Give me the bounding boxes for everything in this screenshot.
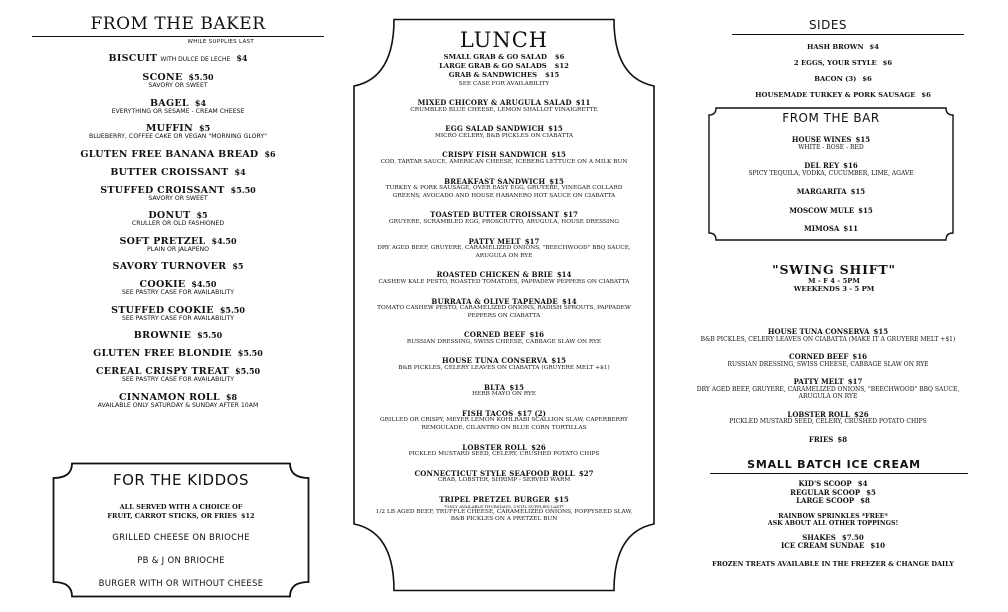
kiddos-item: PB & J ON BRIOCHE xyxy=(137,556,225,566)
item-desc: SEE PASTRY CASE FOR AVAILABILITY xyxy=(121,314,235,322)
swing-items xyxy=(680,318,976,443)
ice-divider xyxy=(710,473,968,474)
item-desc: B&B PICKLES, CELERY LEAVES ON CIABATTA (MAKE IT A GRUYERE MELT +$1) xyxy=(700,335,956,343)
lunch-item xyxy=(352,381,656,399)
item-name: LARGE SCOOP xyxy=(796,496,855,505)
item-price: $11 xyxy=(575,98,591,107)
baker-item xyxy=(32,165,324,177)
lunch-list xyxy=(352,96,656,524)
item-desc: 1/2 LB AGED BEEF, TRUFFLE CHEESE, CARAMELIZED ONIONS, POPPYSEED SLAW, B&B PICKLES ON A PRETZEL BUN xyxy=(375,508,633,523)
item-name: CONNECTICUT STYLE SEAFOOD ROLL xyxy=(414,468,575,478)
item-price: $16 xyxy=(529,330,545,340)
item-note: *ONLY AVAILABLE THURSDAYS, UNTIL SUPPLIES LAST* xyxy=(444,503,564,509)
item-price: $4 xyxy=(236,53,248,63)
swing-item xyxy=(680,433,976,444)
item-desc: PICKLED MUSTARD SEED, CELERY, CRUSHED POTATO CHIPS xyxy=(729,418,927,425)
bar-item xyxy=(708,204,954,215)
kiddos-section xyxy=(52,462,310,598)
item-price: $16 xyxy=(852,352,867,361)
grab-note: SEE CASE FOR AVAILABILITY xyxy=(458,81,550,87)
lunch-item xyxy=(352,354,656,372)
item-name: REGULAR SCOOP xyxy=(790,487,861,497)
item-name: FRIES xyxy=(808,434,834,444)
item-desc: WHITE - ROSE - RED xyxy=(798,143,864,151)
item-desc: CRUMBLED BLUE CHEESE, LEMON SHALLOT VINAIGRETTE xyxy=(410,106,598,113)
swing-item xyxy=(680,350,976,368)
item-price: $26 xyxy=(531,442,546,452)
lunch-item xyxy=(352,148,656,166)
item-desc: GRILLED OR CRISPY, MEYER LEMON KOHLRABI SCALLION SLAW, CAPERBERRY REMOULADE, CILANTRO ON BLUE CORN TORTILLAS xyxy=(380,417,628,432)
ice-list-2 xyxy=(680,534,976,551)
item-desc: SEE PASTRY CASE FOR AVAILABILITY xyxy=(121,289,235,296)
item-name: CINNAMON ROLL xyxy=(118,391,220,403)
lunch-item xyxy=(352,208,656,226)
baker-item xyxy=(32,303,324,323)
sides-list xyxy=(680,43,976,99)
item-price: $15 xyxy=(858,205,873,215)
item-name: BUTTER CROISSANT xyxy=(110,166,229,178)
ice-list xyxy=(680,480,976,506)
item-name: CORNED BEEF xyxy=(789,352,849,361)
kiddos-price: $12 xyxy=(241,511,255,520)
baker-item xyxy=(32,183,324,203)
swing-hours-weekday: M - F 4 - 5PM xyxy=(808,277,860,285)
kiddos-intro-line2: FRUIT, CARROT STICKS, OR FRIES xyxy=(107,511,237,520)
item-name: BISCUIT xyxy=(108,53,158,64)
lunch-item xyxy=(352,467,656,485)
swing-shift-header xyxy=(680,262,976,293)
item-desc: COD, TARTAR SAUCE, AMERICAN CHEESE, ICEBERG LETTUCE ON A MILK BUN xyxy=(380,158,628,165)
item-price: $4.50 xyxy=(191,279,217,289)
swing-item xyxy=(680,325,976,343)
item-name: HASH BROWN xyxy=(806,43,864,51)
item-price: $5 xyxy=(866,487,876,497)
lunch-section xyxy=(352,18,656,592)
item-price: $15 xyxy=(509,382,524,392)
baker-title: FROM THE BAKER xyxy=(90,14,266,34)
item-name: STUFFED COOKIE xyxy=(111,304,214,316)
baker-note: WHILE SUPPLIES LAST xyxy=(187,39,254,45)
item-price: $5 xyxy=(232,261,244,271)
item-name: BROWNIE xyxy=(133,330,192,341)
baker-item xyxy=(32,147,324,159)
item-desc: MICRO CELERY, B&B PICKLES ON CIABATTA xyxy=(434,132,574,139)
item-price: $6 xyxy=(921,91,931,99)
bar-item xyxy=(708,222,954,233)
item-price: $15 xyxy=(873,327,889,336)
item-name: MIXED CHICORY & ARUGULA SALAD xyxy=(417,98,572,107)
item-price: $4 xyxy=(869,43,880,51)
item-name: SHAKES xyxy=(802,532,836,542)
item-desc: TOMATO CASHEW PESTO, CARAMELIZED ONIONS, RADISH SPROUTS, PAPPADEW PEPPERS ON CIABATTA xyxy=(377,305,631,319)
item-name: DEL REY xyxy=(804,161,840,170)
item-price: $12 xyxy=(554,62,569,70)
baker-item xyxy=(32,346,324,358)
item-price: $17 xyxy=(524,236,540,246)
item-price: $5.50 xyxy=(237,348,263,358)
item-price: $14 xyxy=(556,270,572,280)
lunch-item xyxy=(352,441,656,459)
item-price: $5 xyxy=(196,210,208,220)
item-name: BREAKFAST SANDWICH xyxy=(444,176,546,186)
sides-title: SIDES xyxy=(808,18,848,32)
item-price: $5.50 xyxy=(197,330,223,340)
item-name: MOSCOW MULE xyxy=(789,205,855,215)
item-name: KID'S SCOOP xyxy=(798,479,852,488)
item-desc: TURKEY & PORK SAUSAGE, OVER EASY EGG, GRUYERE, VINEGAR COLLARD GREENS, AVOCADO AND HOUSE HABANERO HOT SAUCE ON CIABATTA xyxy=(385,185,623,199)
item-name: COOKIE xyxy=(139,279,186,290)
item-price: $17 xyxy=(847,377,863,386)
item-name: MIMOSA xyxy=(804,224,840,233)
baker-item xyxy=(32,121,324,141)
item-desc: CRULLER OR OLD FASHIONED xyxy=(131,220,225,227)
swing-item xyxy=(680,408,976,426)
item-name: SMALL GRAB & GO SALAD xyxy=(443,53,547,61)
item-price: $6 xyxy=(554,53,565,61)
item-desc: SAVORY OR SWEET xyxy=(148,194,208,202)
item-name: DONUT xyxy=(148,210,191,221)
baker-item xyxy=(32,234,324,254)
item-price: $10 xyxy=(870,541,885,550)
item-name: FISH TACOS xyxy=(462,408,514,418)
item-price: $5.50 xyxy=(188,72,214,82)
item-desc: EVERYTHING OR SESAME - CREAM CHEESE xyxy=(111,107,245,115)
item-desc: GRUYERE, SCRAMBLED EGG, PROSCIUTTO, ARUGULA, HOUSE DRESSING xyxy=(389,218,619,225)
item-desc: PICKLED MUSTARD SEED, CELERY, CRUSHED POTATO CHIPS xyxy=(408,451,600,458)
item-price: $15 xyxy=(549,176,564,186)
item-name: PATTY MELT xyxy=(468,236,521,246)
item-price: $4 xyxy=(857,479,868,488)
grab-item xyxy=(352,53,656,61)
item-price: $6 xyxy=(862,75,872,83)
item-price: $15 xyxy=(554,495,569,504)
bar-item xyxy=(708,159,954,177)
item-name: GRAB & SANDWICHES xyxy=(448,71,538,79)
baker-item xyxy=(32,96,324,116)
item-name: GLUTEN FREE BANANA BREAD xyxy=(80,148,259,160)
ice-item xyxy=(680,497,976,506)
swing-title: "SWING SHIFT" xyxy=(772,262,896,277)
item-price: $27 xyxy=(578,468,594,478)
baker-item xyxy=(32,328,324,340)
swing-item xyxy=(680,375,976,401)
item-desc: DRY AGED BEEF, GRUYERE, CARAMELIZED ONIONS, "BEECHWOOD" BBQ SAUCE, ARUGULA ON RYE xyxy=(696,385,960,400)
item-desc: BLUEBERRY, COFFEE CAKE OR VEGAN "MORNING GLORY" xyxy=(89,133,267,140)
item-price: $15 xyxy=(551,150,566,160)
item-name: BACON (3) xyxy=(814,75,857,83)
lunch-item xyxy=(352,235,656,261)
item-price: $5.50 xyxy=(230,184,256,195)
item-name: GLUTEN FREE BLONDIE xyxy=(93,348,232,359)
baker-item xyxy=(32,277,324,297)
item-price: $17 (2) xyxy=(517,408,546,418)
bar-title: FROM THE BAR xyxy=(782,111,880,125)
item-price: $15 xyxy=(551,356,566,366)
item-price: $15 xyxy=(850,187,866,196)
lunch-item xyxy=(352,407,656,433)
ice-item xyxy=(680,542,976,551)
item-name: ROASTED CHICKEN & BRIE xyxy=(436,270,553,280)
ice-cream-section xyxy=(680,458,976,568)
item-name: SOFT PRETZEL xyxy=(119,235,206,247)
item-price: $5.50 xyxy=(219,304,245,315)
item-name: HOUSEMADE TURKEY & PORK SAUSAGE xyxy=(755,91,916,99)
ice-note-sprinkles: RAINBOW SPRINKLES *FREE* xyxy=(778,512,888,520)
item-name: HOUSE WINES xyxy=(791,135,852,144)
item-name: BURRATA & OLIVE TAPENADE xyxy=(431,296,558,306)
item-desc: HERB MAYO ON RYE xyxy=(472,391,536,398)
item-desc: SPICY TEQUILA, VODKA, CUCUMBER, LIME, AGAVE xyxy=(748,169,914,177)
item-price: $6 xyxy=(264,148,276,159)
lunch-item xyxy=(352,122,656,140)
item-desc: DRY AGED BEEF, GRUYERE, CARAMELIZED ONIONS, "BEECHWOOD" BBQ SAUCE, ARUGULA ON RYE xyxy=(377,245,631,259)
lunch-item xyxy=(352,328,656,346)
lunch-item xyxy=(352,493,656,524)
item-price: $15 xyxy=(855,135,871,144)
grab-item xyxy=(352,62,656,70)
ice-frozen-note: FROZEN TREATS AVAILABLE IN THE FREEZER & CHANGE DAILY xyxy=(712,559,954,568)
lunch-item xyxy=(352,268,656,286)
side-item xyxy=(680,59,976,67)
lunch-item xyxy=(352,295,656,321)
baker-divider xyxy=(32,36,324,37)
baker-item xyxy=(32,364,324,384)
swing-hours-weekend: WEEKENDS 3 - 5 PM xyxy=(793,285,875,293)
item-price: $4 xyxy=(194,97,207,108)
baker-item xyxy=(32,208,324,228)
item-name: PATTY MELT xyxy=(793,377,844,386)
item-name: MARGARITA xyxy=(796,187,847,196)
lunch-item xyxy=(352,175,656,201)
item-name: BLTA xyxy=(484,382,506,392)
item-price: $14 xyxy=(561,296,577,306)
item-price: $5.50 xyxy=(235,366,261,376)
baker-item xyxy=(32,390,324,410)
item-name: 2 EGGS, YOUR STYLE xyxy=(793,59,877,67)
kiddos-item: BURGER WITH OR WITHOUT CHEESE xyxy=(98,579,264,589)
item-name: HOUSE TUNA CONSERVA xyxy=(767,327,870,336)
ice-note-toppings: ASK ABOUT ALL OTHER TOPPINGS! xyxy=(767,520,899,527)
item-price: $15 xyxy=(548,124,563,134)
sides-divider xyxy=(732,34,964,35)
item-name: CORNED BEEF xyxy=(463,330,526,340)
item-price: $4 xyxy=(234,166,246,177)
baker-item xyxy=(32,259,324,271)
item-desc: B&B PICKLES, CELERY LEAVES ON CIABATTA (GRUYERE MELT +$1) xyxy=(398,365,610,372)
item-price: $5 xyxy=(199,123,211,133)
item-name: CRISPY FISH SANDWICH xyxy=(442,150,548,160)
item-sub: WITH DULCE DE LECHE xyxy=(160,56,231,63)
item-price: $7.50 xyxy=(841,532,864,542)
item-desc: CRAB, LOBSTER, SHRIMP - SERVED WARM xyxy=(437,477,571,484)
item-price: $15 xyxy=(545,71,560,79)
item-price: $26 xyxy=(853,409,869,419)
sides-section xyxy=(680,0,976,99)
side-item xyxy=(680,43,976,51)
kiddos-intro-line1: ALL SERVED WITH A CHOICE OF xyxy=(119,503,243,511)
baker-item xyxy=(32,51,324,64)
side-item xyxy=(680,75,976,83)
item-desc: AVAILABLE ONLY SATURDAY & SUNDAY AFTER 10AM xyxy=(97,401,259,409)
bar-item xyxy=(708,133,954,151)
baker-list xyxy=(32,51,324,409)
item-name: STUFFED CROISSANT xyxy=(100,184,225,196)
item-desc: SEE PASTRY CASE FOR AVAILABILITY xyxy=(121,376,235,383)
item-name: LARGE GRAB & GO SALADS xyxy=(439,62,547,70)
kiddos-title: FOR THE KIDDOS xyxy=(112,471,249,489)
ice-title: SMALL BATCH ICE CREAM xyxy=(747,458,921,471)
item-name: TRIPEL PRETZEL BURGER xyxy=(439,495,551,504)
item-desc: SAVORY OR SWEET xyxy=(148,82,208,89)
lunch-item xyxy=(352,96,656,114)
item-price: $6 xyxy=(882,59,893,67)
item-name: MUFFIN xyxy=(145,123,194,134)
kiddos-intro xyxy=(52,503,310,520)
item-desc: RUSSIAN DRESSING, SWISS CHEESE, CABBAGE SLAW ON RYE xyxy=(727,360,929,368)
item-price: $8 xyxy=(860,496,870,505)
item-name: SAVORY TURNOVER xyxy=(112,261,227,272)
item-name: LOBSTER ROLL xyxy=(462,442,528,452)
bar-section xyxy=(708,107,954,241)
item-desc: RUSSIAN DRESSING, SWISS CHEESE, CABBAGE SLAW ON RYE xyxy=(406,338,602,345)
item-name: SCONE xyxy=(142,72,183,83)
side-item xyxy=(680,91,976,99)
item-price: $17 xyxy=(563,210,578,220)
item-price: $16 xyxy=(843,161,858,170)
baker-section xyxy=(32,0,324,409)
bar-item xyxy=(708,185,954,196)
item-name: HOUSE TUNA CONSERVA xyxy=(442,356,548,366)
item-price: $11 xyxy=(843,224,858,233)
bar-list xyxy=(708,133,954,233)
item-price: $8 xyxy=(837,434,848,444)
item-name: TOASTED BUTTER CROISSANT xyxy=(430,210,560,220)
item-price: $4.50 xyxy=(211,235,237,246)
item-name: CEREAL CRISPY TREAT xyxy=(95,366,230,377)
kiddos-item: GRILLED CHEESE ON BRIOCHE xyxy=(112,533,250,543)
grab-item xyxy=(352,71,656,79)
item-name: BAGEL xyxy=(149,97,189,109)
item-name: EGG SALAD SANDWICH xyxy=(445,124,545,134)
baker-item xyxy=(32,70,324,90)
grab-list xyxy=(352,53,656,79)
item-desc: PLAIN OR JALAPENO xyxy=(146,245,210,253)
item-name: ICE CREAM SUNDAE xyxy=(781,541,865,550)
lunch-title: LUNCH xyxy=(459,28,549,52)
item-desc: CASHEW KALE PESTO, ROASTED TOMATOES, PAPPADEW PEPPERS ON CIABATTA xyxy=(378,278,630,285)
item-price: $8 xyxy=(225,391,238,402)
item-name: LOBSTER ROLL xyxy=(787,409,850,419)
